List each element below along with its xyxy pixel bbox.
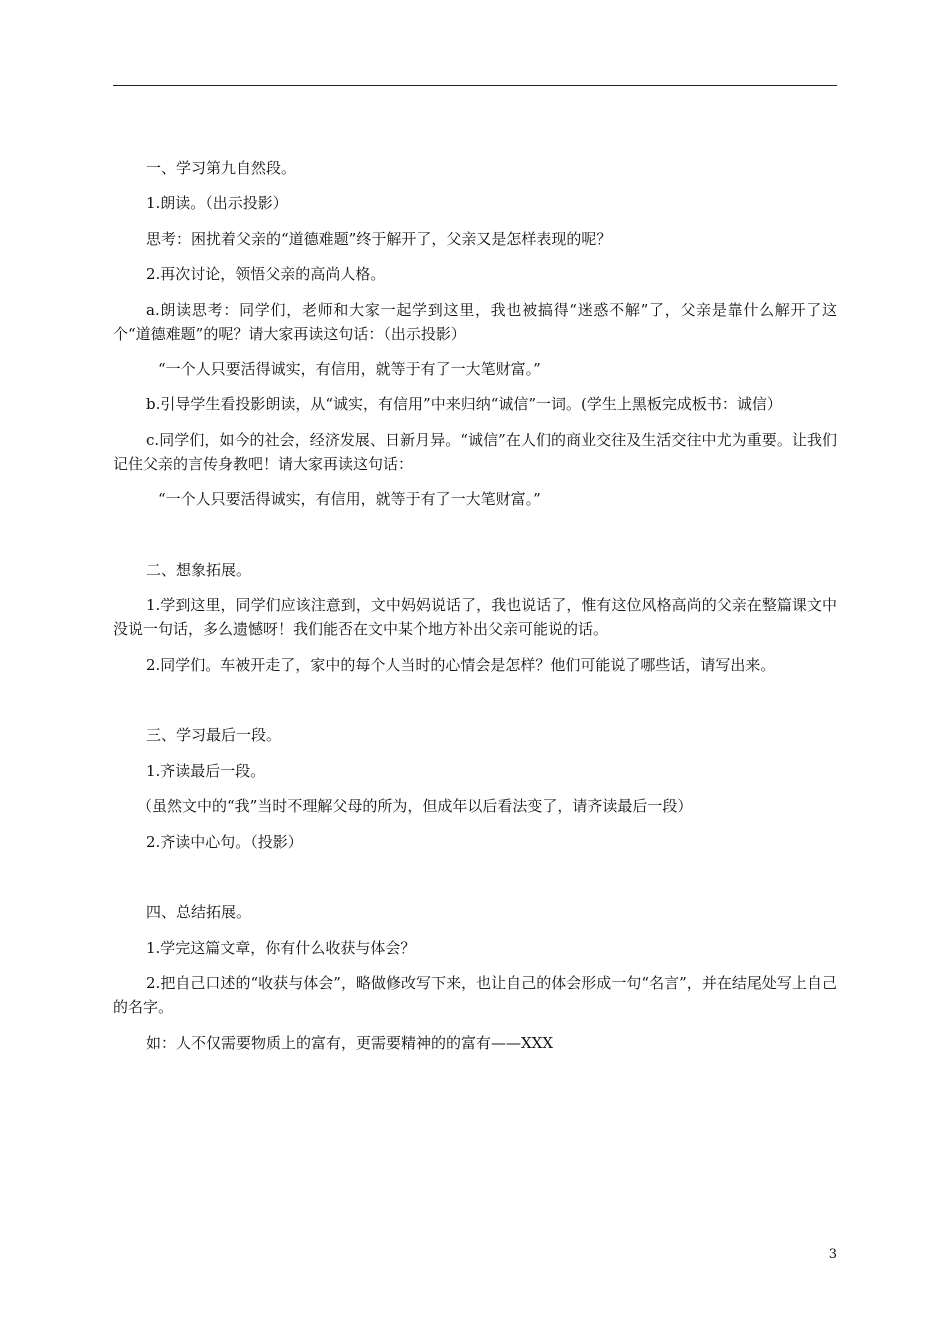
- paragraph: （虽然文中的“我”当时不理解父母的所为，但成年以后看法变了，请齐读最后一段）: [137, 797, 693, 816]
- section-gap: [113, 688, 837, 723]
- paragraph: 四、总结拓展。: [146, 903, 252, 922]
- paragraph: “一个人只要活得诚实，有信用，就等于有了一大笔财富。”: [158, 359, 541, 378]
- paragraph: 1.学完这篇文章，你有什么收获与体会？: [146, 938, 416, 957]
- paragraph: 2.把自己口述的“收获与体会”，略做修改写下来，也让自己的体会形成一句“名言”，并在结尾处写上自己的名字。: [113, 974, 837, 1017]
- paragraph: 一、学习第九自然段。: [146, 159, 297, 177]
- section-gap: [113, 865, 837, 900]
- paragraph: 2.齐读中心句。（投影）: [146, 832, 303, 851]
- header-rule: [113, 85, 837, 86]
- paragraph: 三、学习最后一段。: [146, 726, 282, 745]
- paragraph: “一个人只要活得诚实，有信用，就等于有了一大笔财富。”: [158, 490, 541, 509]
- paragraph: b.引导学生看投影朗读，从“诚实，有信用”中来归纳“诚信”一词。(学生上黑板完成板书：诚信）: [146, 395, 782, 414]
- paragraph: 1.朗读。（出示投影）: [146, 194, 288, 213]
- page-number: 3: [828, 1247, 837, 1262]
- paragraph: 1.齐读最后一段。: [146, 761, 266, 780]
- paragraph: 1.学到这里，同学们应该注意到，文中妈妈说话了，我也说话了，惟有这位风格高尚的父亲在整篇课文中没说一句话，多么遗憾呀！我们能否在文中某个地方补出父亲可能说的话。: [113, 596, 837, 639]
- paragraph: 思考：困扰着父亲的“道德难题”终于解开了，父亲又是怎样表现的呢？: [146, 229, 612, 248]
- paragraph: 2.同学们。车被开走了，家中的每个人当时的心情会是怎样？他们可能说了哪些话，请写出来。: [146, 655, 776, 674]
- paragraph: 2.再次讨论，领悟父亲的高尚人格。: [146, 265, 386, 284]
- section-gap: [113, 523, 837, 558]
- paragraph: 如：人不仅需要物质上的富有，更需要精神的的富有——XXX: [146, 1033, 554, 1052]
- paragraph: a.朗读思考：同学们，老师和大家一起学到这里，我也被搞得“迷惑不解”了，父亲是靠什么解开了这个“道德难题”的呢？请大家再读这句话：（出示投影）: [113, 300, 837, 343]
- paragraph: c.同学们，如今的社会，经济发展、日新月异。“诚信”在人们的商业交往及生活交往中尤为重要。让我们记住父亲的言传身教吧！请大家再读这句话：: [113, 430, 837, 473]
- document-body: [113, 156, 837, 1066]
- paragraph: 二、想象拓展。: [146, 560, 252, 579]
